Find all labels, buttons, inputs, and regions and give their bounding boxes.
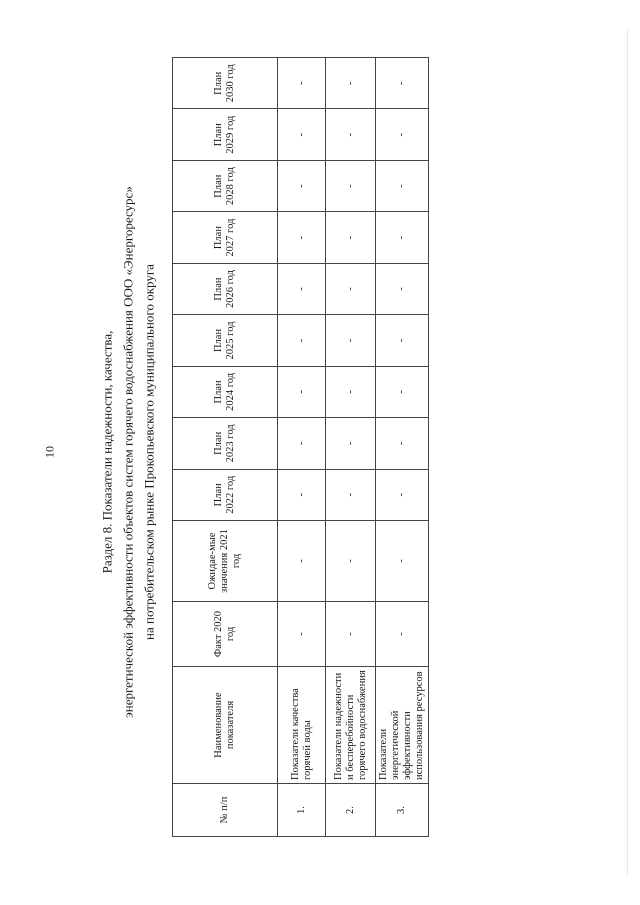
cell-value: - bbox=[278, 212, 326, 263]
cell-value: - bbox=[376, 521, 429, 602]
row-indicator-name: Показатели энергетической эффективности использования ресурсов bbox=[376, 667, 429, 784]
page-number: 10 bbox=[42, 446, 57, 458]
cell-value: - bbox=[376, 366, 429, 417]
header-plan-2023: План 2023 год bbox=[173, 418, 278, 469]
cell-value: - bbox=[376, 212, 429, 263]
table-row bbox=[326, 58, 376, 837]
indicators-table-container bbox=[172, 57, 425, 837]
indicators-table bbox=[172, 57, 429, 837]
heading-line-3: на потребительском рынке Прокопьевского муниципального округа bbox=[141, 264, 157, 640]
table-row bbox=[278, 58, 326, 837]
cell-value: - bbox=[278, 160, 326, 211]
cell-value: - bbox=[326, 315, 376, 366]
cell-value: - bbox=[326, 109, 376, 160]
cell-value: - bbox=[326, 212, 376, 263]
table-header-row bbox=[173, 58, 278, 837]
row-number: 3. bbox=[376, 784, 429, 837]
cell-value: - bbox=[278, 469, 326, 520]
cell-value: - bbox=[326, 366, 376, 417]
cell-value: - bbox=[278, 418, 326, 469]
row-number: 2. bbox=[326, 784, 376, 837]
cell-value: - bbox=[376, 602, 429, 667]
cell-value: - bbox=[326, 602, 376, 667]
cell-value: - bbox=[278, 602, 326, 667]
cell-value: - bbox=[376, 160, 429, 211]
header-plan-2026: План 2026 год bbox=[173, 263, 278, 314]
cell-value: - bbox=[278, 58, 326, 110]
header-plan-2027: План 2027 год bbox=[173, 212, 278, 263]
cell-value: - bbox=[376, 109, 429, 160]
cell-value: - bbox=[278, 521, 326, 602]
cell-value: - bbox=[376, 58, 429, 110]
header-fact-2020: Факт 2020 год bbox=[173, 602, 278, 667]
cell-value: - bbox=[376, 469, 429, 520]
cell-value: - bbox=[326, 263, 376, 314]
header-expected-2021: Ожидае-мые значения 2021 год bbox=[173, 521, 278, 602]
header-plan-2025: План 2025 год bbox=[173, 315, 278, 366]
header-indicator-name: Наименование показателя bbox=[173, 667, 278, 784]
cell-value: - bbox=[376, 315, 429, 366]
table-row bbox=[376, 58, 429, 837]
heading-line-2: энергетической эффективности объектов систем горячего водоснабжения ООО «Энергоресурс» bbox=[120, 186, 136, 718]
header-plan-2024: План 2024 год bbox=[173, 366, 278, 417]
cell-value: - bbox=[278, 263, 326, 314]
section-heading bbox=[97, 132, 160, 772]
cell-value: - bbox=[376, 418, 429, 469]
cell-value: - bbox=[278, 109, 326, 160]
cell-value: - bbox=[278, 366, 326, 417]
cell-value: - bbox=[326, 160, 376, 211]
cell-value: - bbox=[326, 58, 376, 110]
header-number: № п/п bbox=[173, 784, 278, 837]
cell-value: - bbox=[326, 469, 376, 520]
cell-value: - bbox=[376, 263, 429, 314]
row-indicator-name: Показатели качества горячей воды bbox=[278, 667, 326, 784]
scan-edge bbox=[627, 30, 632, 875]
header-plan-2022: План 2022 год bbox=[173, 469, 278, 520]
row-number: 1. bbox=[278, 784, 326, 837]
header-plan-2028: План 2028 год bbox=[173, 160, 278, 211]
heading-line-1: Раздел 8. Показатели надежности, качества, bbox=[99, 330, 115, 574]
cell-value: - bbox=[326, 521, 376, 602]
header-plan-2029: План 2029 год bbox=[173, 109, 278, 160]
header-plan-2030: План 2030 год bbox=[173, 58, 278, 110]
row-indicator-name: Показатели надежности и бесперебойности горячего водоснабжения bbox=[326, 667, 376, 784]
cell-value: - bbox=[326, 418, 376, 469]
cell-value: - bbox=[278, 315, 326, 366]
